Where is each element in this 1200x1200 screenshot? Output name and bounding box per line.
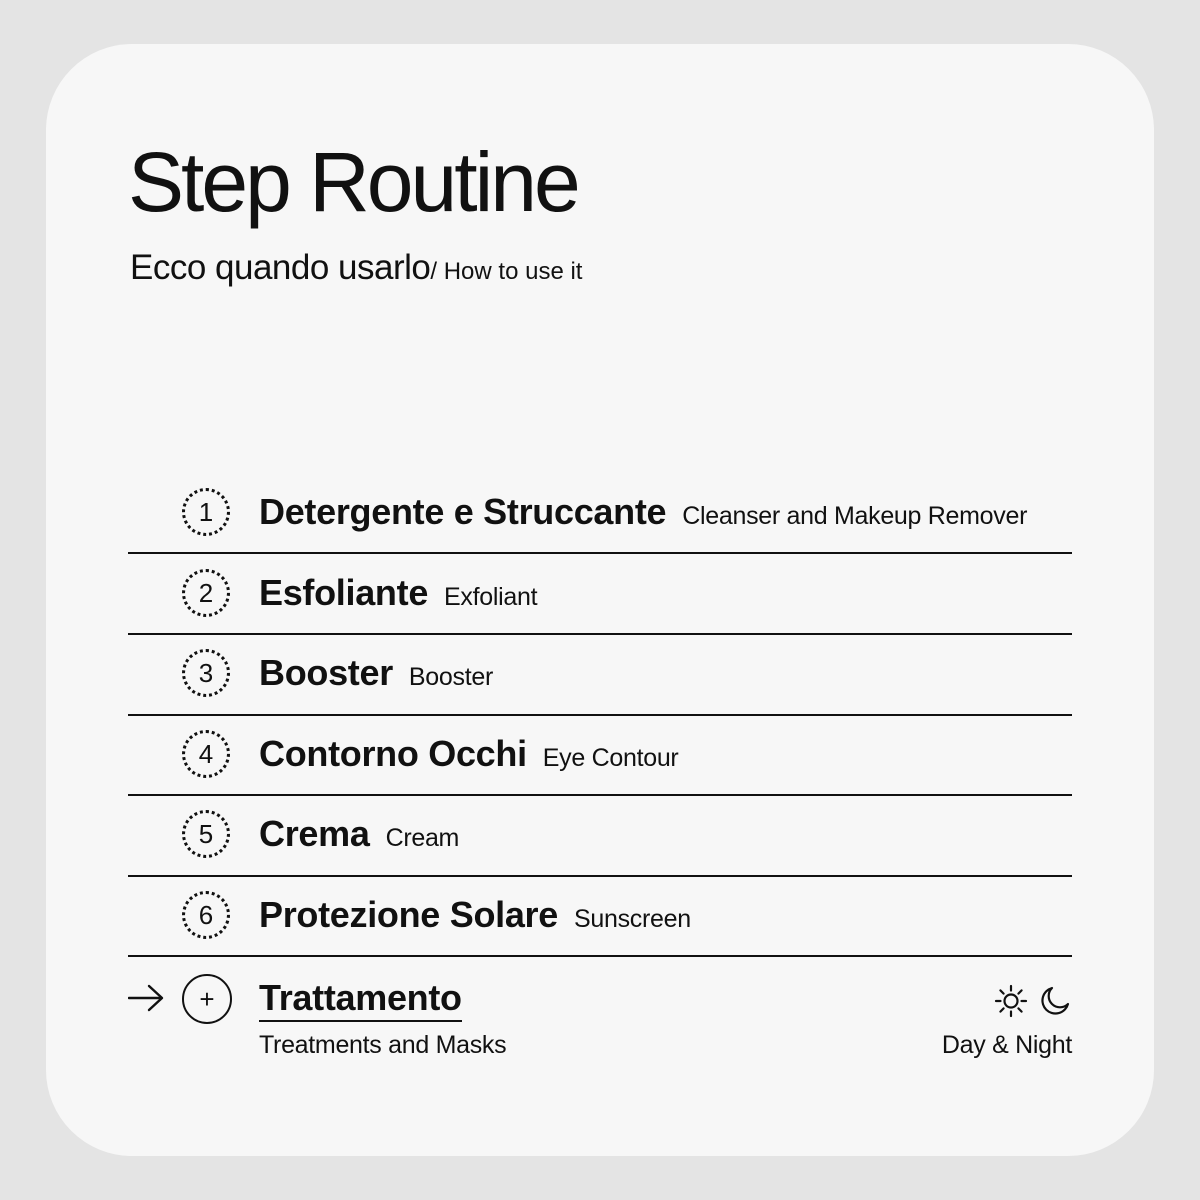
page-title: Step Routine <box>128 135 578 229</box>
step-name: Protezione Solare <box>259 894 558 935</box>
step-translation: Cleanser and Makeup Remover <box>682 502 1028 530</box>
step-row-5 <box>128 798 1072 878</box>
row-divider <box>128 794 1072 796</box>
step-translation: Sunscreen <box>573 905 691 933</box>
step-translation: Eye Contour <box>542 744 679 772</box>
step-label <box>259 651 493 703</box>
treatment-translation: Treatments and Masks <box>259 1031 507 1059</box>
row-divider <box>128 875 1072 877</box>
step-row-6 <box>128 879 1072 959</box>
step-number-badge: 5 <box>182 810 230 858</box>
step-row-3 <box>128 637 1072 717</box>
step-translation: Cream <box>385 824 460 852</box>
step-row-1 <box>128 476 1072 556</box>
step-label <box>259 571 537 623</box>
step-number-badge: 3 <box>182 649 230 697</box>
row-divider <box>128 955 1072 957</box>
step-number-badge: 4 <box>182 730 230 778</box>
step-label <box>259 893 691 945</box>
step-label <box>259 490 1027 542</box>
arrow-right-icon <box>128 984 164 1012</box>
timing-label: Day & Night <box>941 1031 1072 1059</box>
plus-icon: + <box>182 974 232 1024</box>
step-translation: Booster <box>408 663 493 691</box>
subtitle-english: / How to use it <box>430 258 583 285</box>
step-name: Crema <box>259 813 370 854</box>
treatment-title: Trattamento <box>259 976 462 1022</box>
page-subtitle <box>130 246 582 297</box>
step-number-badge: 1 <box>182 488 230 536</box>
step-label <box>259 812 459 864</box>
step-name: Booster <box>259 652 393 693</box>
step-name: Contorno Occhi <box>259 733 527 774</box>
row-divider <box>128 552 1072 554</box>
treatment-row <box>128 972 1072 1072</box>
step-number-badge: 2 <box>182 569 230 617</box>
step-name: Esfoliante <box>259 572 429 613</box>
step-translation: Exfoliant <box>444 583 538 611</box>
sun-icon <box>994 984 1028 1018</box>
row-divider <box>128 633 1072 635</box>
step-row-2 <box>128 557 1072 637</box>
step-name: Detergente e Struccante <box>259 491 667 532</box>
step-number-badge: 6 <box>182 891 230 939</box>
moon-icon <box>1038 984 1072 1018</box>
step-row-4 <box>128 718 1072 798</box>
row-divider <box>128 714 1072 716</box>
step-label <box>259 732 678 784</box>
subtitle-italian: Ecco quando usarlo <box>130 248 431 287</box>
